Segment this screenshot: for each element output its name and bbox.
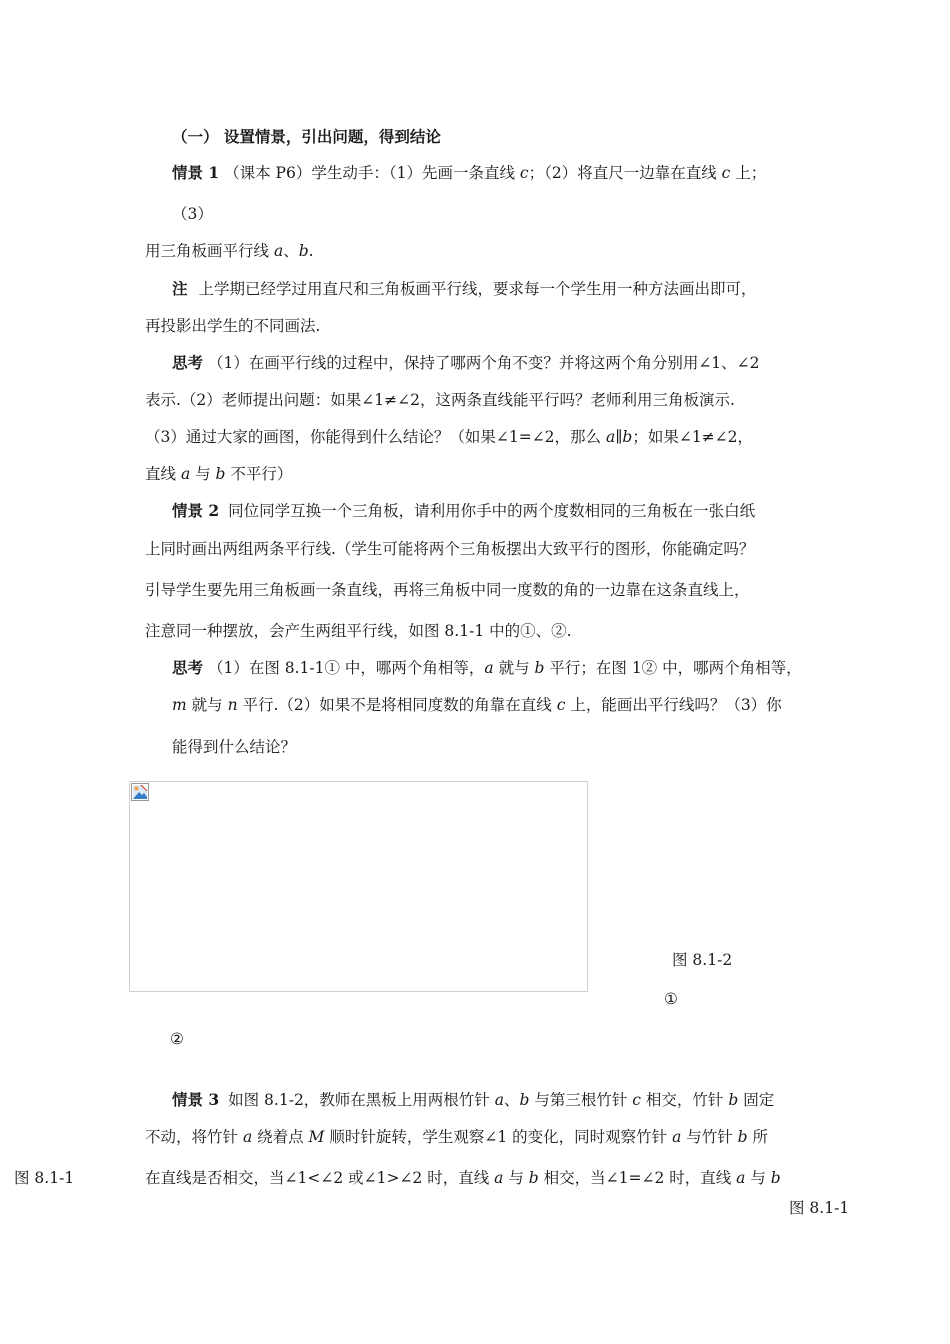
scenario3-label: 情景 3 — [172, 1090, 220, 1109]
figure-circle-1: ① — [664, 990, 678, 1008]
figure-circle-2: ② — [170, 1030, 184, 1048]
note-line2: 再投影出学生的不同画法. — [145, 317, 321, 335]
scenario1-label: 情景 1 — [172, 163, 220, 182]
think2-line3: 能得到什么结论？ — [172, 738, 297, 756]
note-line1: 注 上学期已经学过用直尺和三角板画平行线，要求每一个学生用一种方法画出即可， — [172, 279, 757, 298]
scenario2-line2: 上同时画出两组两条平行线.（学生可能将两个三角板摆出大致平行的图形，你能确定吗？ — [145, 540, 755, 558]
scenario2-line1: 情景 2 同位同学互换一个三角板，请利用你手中的两个度数相同的三角板在一张白纸 — [172, 501, 756, 520]
figure-image-placeholder — [129, 781, 588, 992]
scenario2-line3: 引导学生要先用三角板画一条直线，再将三角板中同一度数的角的一边靠在这条直线上， — [145, 581, 750, 599]
think1-line2: 表示.（2）老师提出问题：如果∠1≠∠2，这两条直线能平行吗？老师利用三角板演示. — [145, 391, 735, 409]
scenario3-line3: 在直线是否相交，当∠1<∠2 或∠1>∠2 时，直线 a 与 b 相交，当∠1=∠2 时，直线 a 与 b — [145, 1169, 781, 1187]
section-heading-text: （一） 设置情景，引出问题，得到结论 — [172, 127, 441, 146]
think1-line3: （3）通过大家的画图，你能得到什么结论？（如果∠1=∠2，那么 a∥b；如果∠1≠∠2， — [145, 428, 754, 446]
think2-label: 思考 — [172, 658, 204, 677]
scenario2-label: 情景 2 — [172, 501, 220, 520]
figure-8-1-2-label: 图 8.1-2 — [672, 951, 733, 969]
scenario1-line2: （3） — [172, 205, 213, 223]
think1-line1: 思考 （1）在画平行线的过程中，保持了哪两个角不变？并将这两个角分别用∠1、∠2 — [172, 353, 760, 372]
think1-line4: 直线 a 与 b 不平行） — [145, 465, 293, 483]
figure-8-1-1-left-label: 图 8.1-1 — [14, 1169, 75, 1187]
figure-8-1-1-right-label: 图 8.1-1 — [789, 1199, 850, 1217]
scenario1-line3: 用三角板画平行线 a、b. — [145, 242, 314, 260]
think2-line1: 思考 （1）在图 8.1-1① 中，哪两个角相等，a 就与 b 平行；在图 1② 中，哪两个角相等， — [172, 658, 802, 677]
think1-label: 思考 — [172, 353, 204, 372]
scenario3-line2: 不动，将竹针 a 绕着点 M 顺时针旋转，学生观察∠1 的变化，同时观察竹针 a 与竹针 b 所 — [145, 1128, 769, 1146]
think2-line2: m 就与 n 平行.（2）如果不是将相同度数的角靠在直线 c 上，能画出平行线吗？（3）你 — [172, 696, 782, 714]
note-label: 注 — [172, 279, 188, 298]
scenario1-line1: 情景 1 （课本 P6）学生动手：（1）先画一条直线 c；（2）将直尺一边靠在直线 c 上； — [172, 163, 767, 182]
scenario2-line4: 注意同一种摆放，会产生两组平行线，如图 8.1-1 中的①、②. — [145, 622, 572, 640]
scenario3-line1: 情景 3 如图 8.1-2，教师在黑板上用两根竹针 a、b 与第三根竹针 c 相交，竹针 b 固定 — [172, 1090, 775, 1109]
section-heading — [172, 127, 441, 147]
broken-image-icon — [131, 783, 149, 801]
